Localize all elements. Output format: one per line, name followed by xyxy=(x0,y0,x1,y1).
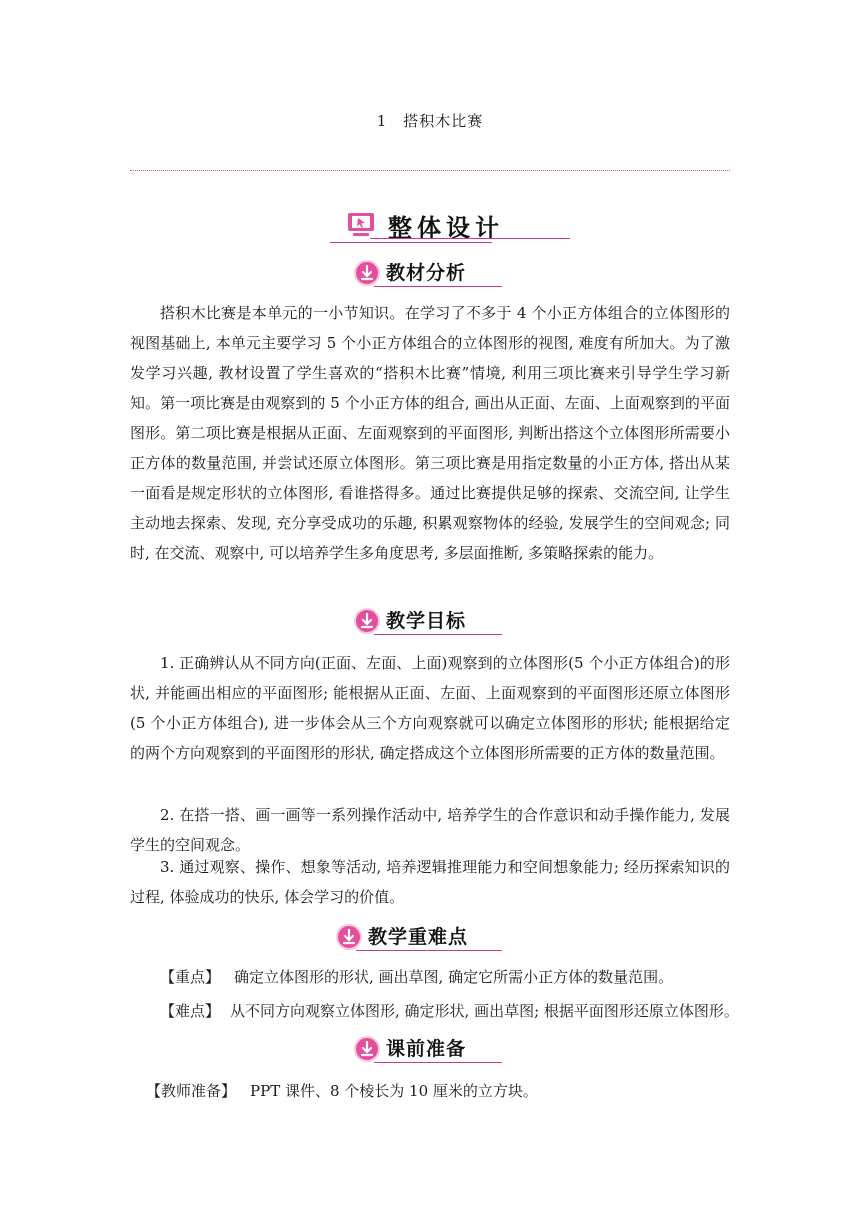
prep-label: 【教师准备】 xyxy=(146,1082,237,1100)
banner-underline-2 xyxy=(330,242,492,243)
focus-text: 确定立体图形的形状, 画出草图, 确定它所需小正方体的数量范围。 xyxy=(234,968,674,986)
section-heading-keypoints xyxy=(334,922,514,954)
difficulty-text: 从不同方向观察立体图形, 确定形状, 画出草图; 根据平面图形还原立体图形。 xyxy=(230,1002,739,1020)
section-underline xyxy=(374,634,502,635)
section-underline xyxy=(374,1062,502,1063)
prep-line xyxy=(146,1076,766,1106)
section-underline xyxy=(374,286,502,287)
section-title: 教学重难点 xyxy=(368,926,469,948)
section-banner xyxy=(330,206,540,246)
prep-text: PPT 课件、8 个棱长为 10 厘米的立方块。 xyxy=(250,1082,538,1100)
section-underline xyxy=(356,950,502,951)
goal-item-1: 1. 正确辨认从不同方向(正面、左面、上面)观察到的立体图形(5 个小正方体组合)的形状, 并能画出相应的平面图形; 能根据从正面、左面、上面观察到的平面图形还原立体图形(5 个小正方体组合), 进一步体会从三个方向观察就可以确定立体图形的形状; 能根据给定的两个方向观察到的平面图形的形状, 确定搭成这个立体图形所需要的正方体的数量范围。 xyxy=(130,654,730,762)
difficulty-label: 【难点】 xyxy=(160,1002,221,1020)
download-arrow-icon xyxy=(354,608,380,634)
section-title: 课前准备 xyxy=(386,1038,467,1060)
section-heading-goals xyxy=(352,606,512,638)
analysis-paragraph: 搭积木比赛是本单元的一小节知识。在学习了不多于 4 个小正方体组合的立体图形的视图基础上, 本单元主要学习 5 个小正方体组合的立体图形的视图, 难度有所加大。为了激发学习兴趣, 教材设置了学生喜欢的“搭积木比赛”情境, 利用三项比赛来引导学生学习新知。第一项比赛是由观察到的 5 个小正方体的组合, 画出从正面、左面、上面观察到的平面图形。第二项比赛是根据从正面、左面观察到的平面图形, 判断出搭这个立体图形所需要小正方体的数量范围, 并尝试还原立体图形。第三项比赛是用指定数量的小正方体, 搭出从某一面看是规定形状的立体图形, 看谁搭得多。通过比赛提供足够的探索、交流空间, 让学生主动地去探索、发现, 充分享受成功的乐趣, 积累观察物体的经验, 发展学生的空间观念; 同时, 在交流、观察中, 可以培养学生多角度思考, 多层面推断, 多策略探索的能力。 xyxy=(130,304,730,562)
section-heading-analysis xyxy=(352,258,512,290)
banner-underline xyxy=(370,238,570,239)
difficulty-line xyxy=(160,996,780,1026)
goal-item-3: 3. 通过观察、操作、想象等活动, 培养逻辑推理能力和空间想象能力; 经历探索知识的过程, 体验成功的快乐, 体会学习的价值。 xyxy=(130,858,730,906)
download-arrow-icon xyxy=(354,1036,380,1062)
banner-title: 整体设计 xyxy=(388,214,504,242)
header-rule xyxy=(130,170,730,171)
section-title: 教材分析 xyxy=(386,262,467,284)
focus-line xyxy=(160,962,780,992)
screen-icon xyxy=(346,212,376,238)
section-heading-prep xyxy=(352,1034,512,1066)
page-header: 1 搭积木比赛 xyxy=(376,112,484,130)
goal-item-2: 2. 在搭一搭、画一画等一系列操作活动中, 培养学生的合作意识和动手操作能力, 发展学生的空间观念。 xyxy=(130,806,730,854)
download-arrow-icon xyxy=(336,924,362,950)
focus-label: 【重点】 xyxy=(160,968,221,986)
download-arrow-icon xyxy=(354,260,380,286)
section-title: 教学目标 xyxy=(386,610,467,632)
